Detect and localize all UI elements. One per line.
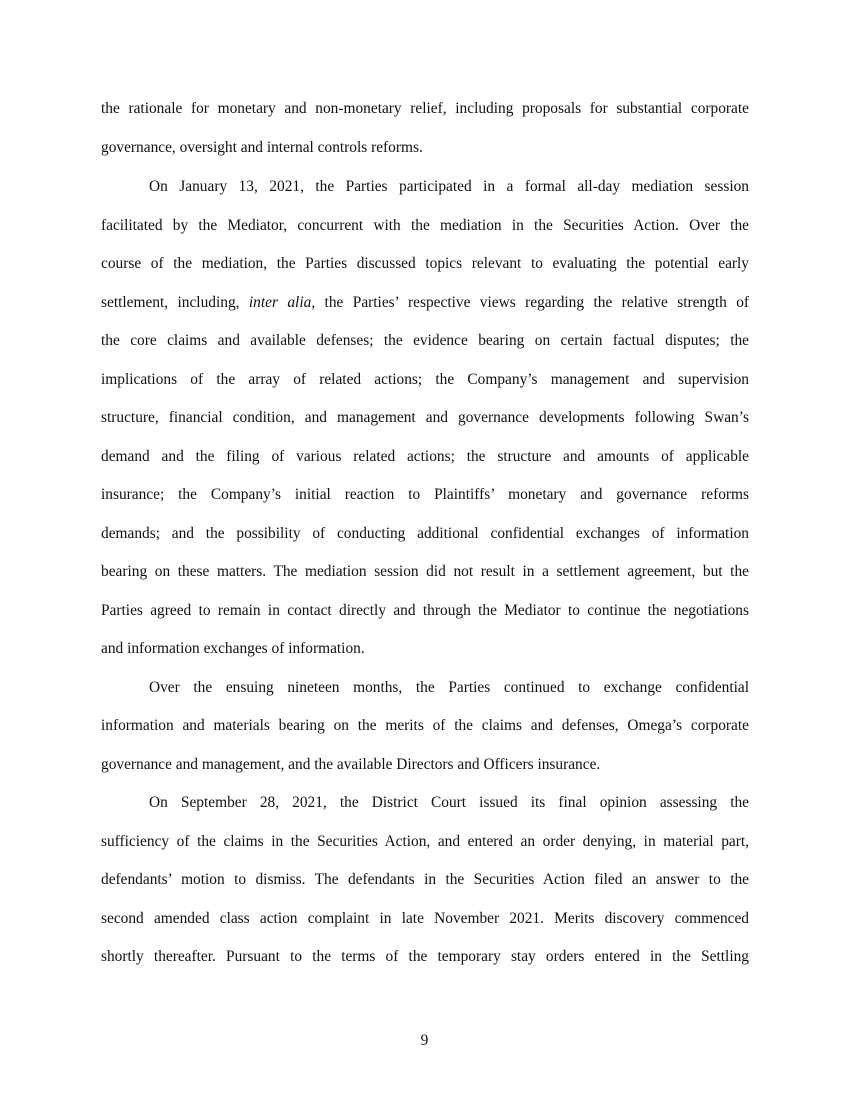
text-line: sufficiency of the claims in the Securities Action, and entered an order denying, in material part, bbox=[101, 833, 749, 850]
page-number: 9 bbox=[420, 1032, 429, 1049]
text-line: second amended class action complaint in late November 2021. Merits discovery commenced bbox=[101, 910, 749, 927]
paragraph-first-line: Over the ensuing nineteen months, the Parties continued to exchange confidential bbox=[149, 679, 749, 696]
text-line: information and materials bearing on the merits of the claims and defenses, Omega’s corporate bbox=[101, 717, 749, 734]
text-line: demand and the filing of various related actions; the structure and amounts of applicable bbox=[101, 448, 749, 465]
text-line: defendants’ motion to dismiss. The defendants in the Securities Action filed an answer to the bbox=[101, 871, 749, 888]
text-line: structure, financial condition, and management and governance developments following Swan’s bbox=[101, 409, 749, 426]
text-line: bearing on these matters. The mediation session did not result in a settlement agreement, but the bbox=[101, 563, 749, 580]
text-line: demands; and the possibility of conducting additional confidential exchanges of information bbox=[101, 525, 749, 542]
text-line: course of the mediation, the Parties discussed topics relevant to evaluating the potential early bbox=[101, 255, 749, 272]
text-segment: , the Parties’ respective views regarding the relative strength of bbox=[311, 294, 750, 311]
text-line: the rationale for monetary and non-monetary relief, including proposals for substantial corporate bbox=[101, 100, 749, 117]
text-segment: settlement, including, bbox=[101, 294, 249, 311]
paragraph-first-line: On September 28, 2021, the District Court issued its final opinion assessing the bbox=[149, 794, 749, 811]
text-line: implications of the array of related actions; the Company’s management and supervision bbox=[101, 371, 749, 388]
text-line: the core claims and available defenses; the evidence bearing on certain factual disputes; the bbox=[101, 332, 749, 349]
text-line: insurance; the Company’s initial reaction to Plaintiffs’ monetary and governance reforms bbox=[101, 486, 749, 503]
paragraph-first-line: On January 13, 2021, the Parties participated in a formal all-day mediation session bbox=[149, 178, 749, 195]
text-line bbox=[101, 293, 749, 313]
text-line: facilitated by the Mediator, concurrent with the mediation in the Securities Action. Over the bbox=[101, 217, 749, 234]
italic-term: inter alia bbox=[248, 294, 312, 311]
text-line: shortly thereafter. Pursuant to the terms of the temporary stay orders entered in the Settling bbox=[101, 948, 749, 965]
text-line: governance, oversight and internal controls reforms. bbox=[101, 139, 423, 156]
text-line: and information exchanges of information. bbox=[101, 640, 365, 657]
text-line: Parties agreed to remain in contact directly and through the Mediator to continue the negotiations bbox=[101, 602, 749, 619]
text-line: governance and management, and the available Directors and Officers insurance. bbox=[101, 756, 601, 773]
